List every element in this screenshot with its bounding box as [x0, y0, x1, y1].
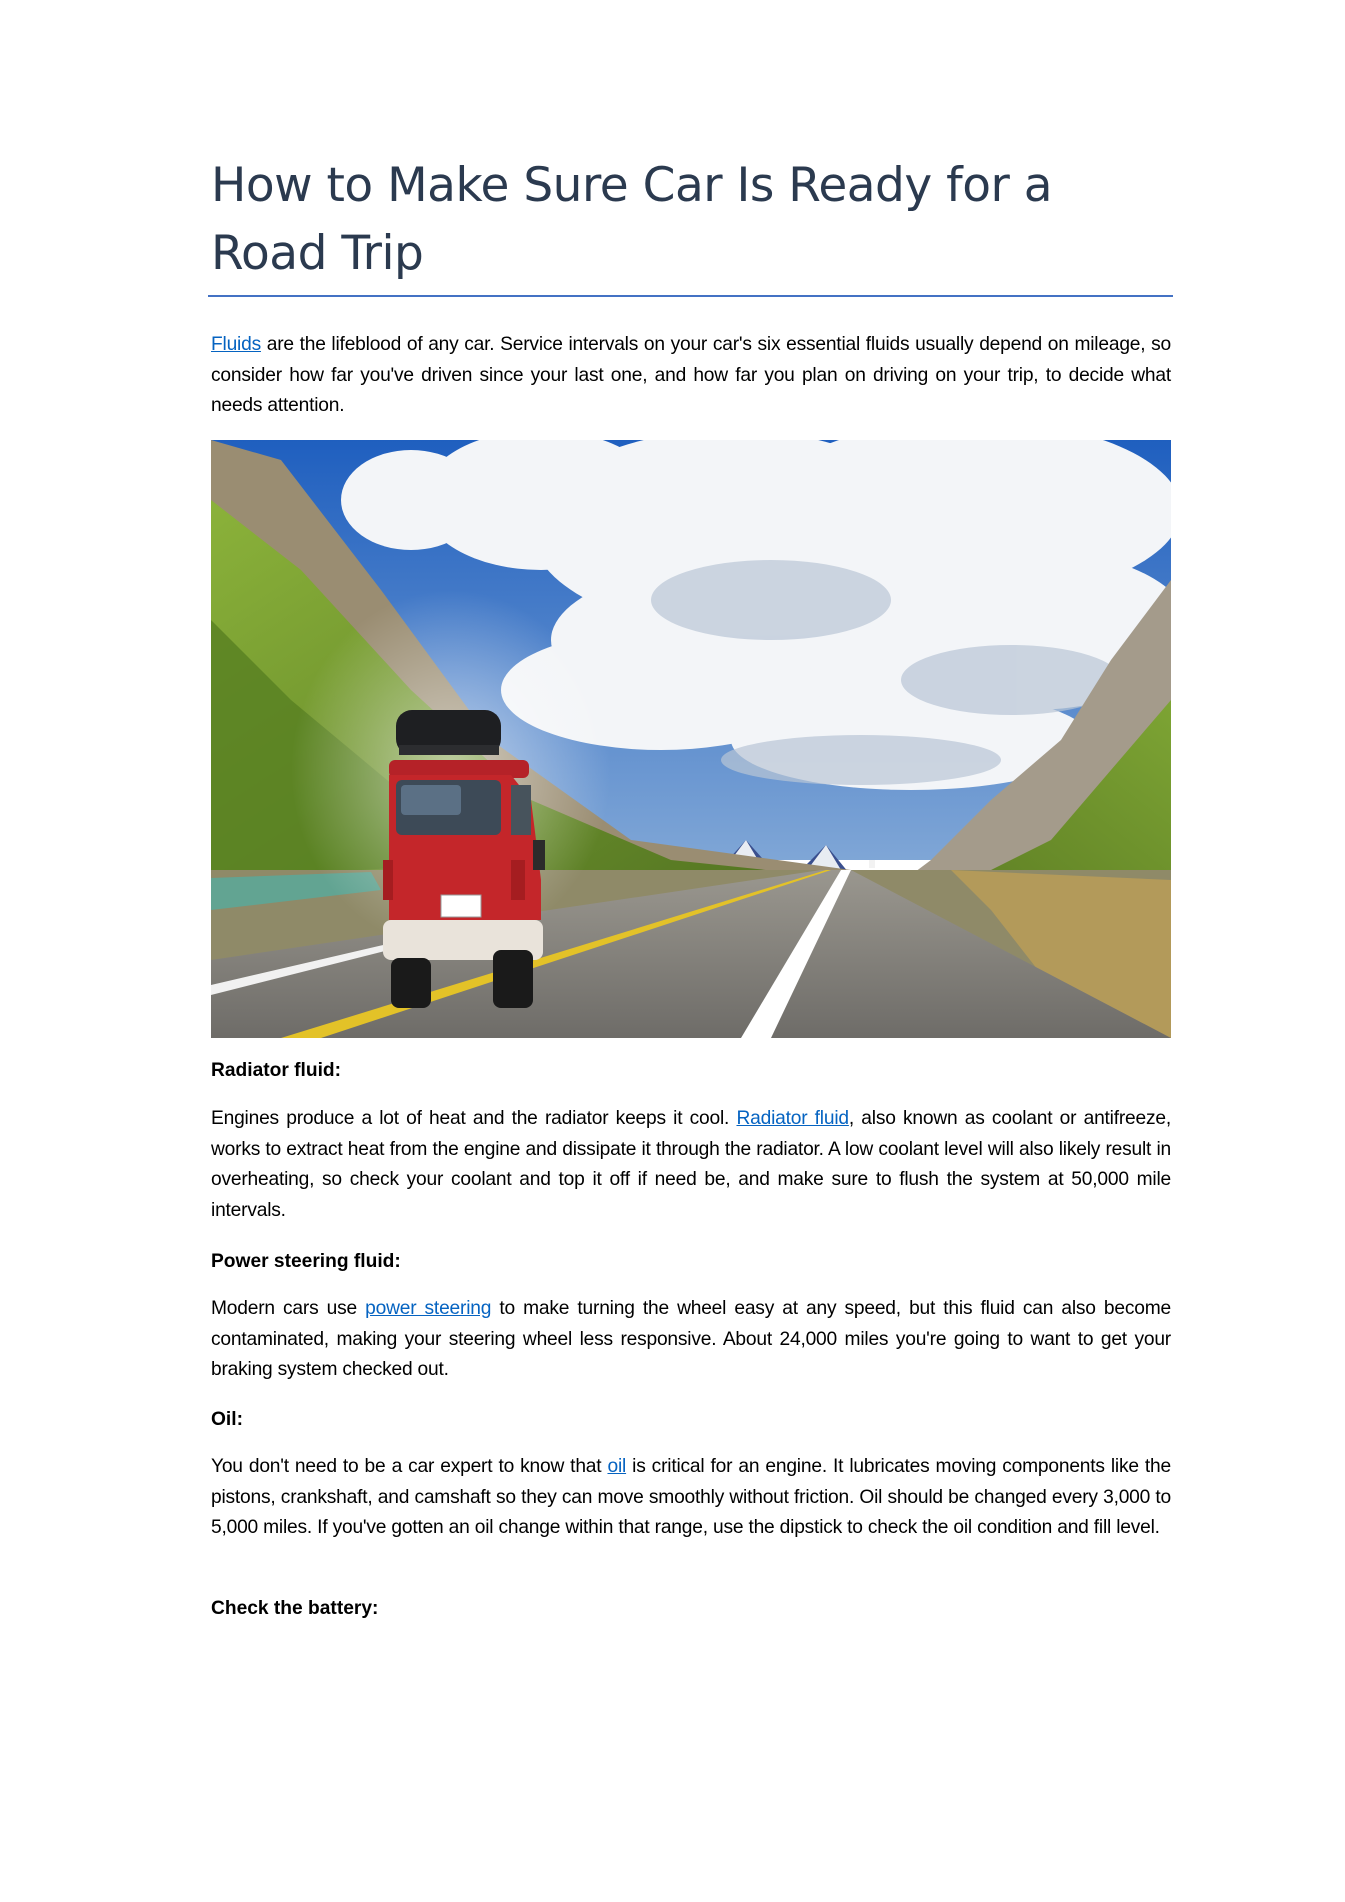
- section-heading-power-steering: Power steering fluid:: [211, 1251, 401, 1272]
- section-heading-battery: Check the battery:: [211, 1598, 379, 1619]
- power-steering-link[interactable]: power steering: [365, 1298, 492, 1319]
- section-heading-oil: Oil:: [211, 1409, 243, 1430]
- oil-link[interactable]: oil: [607, 1456, 627, 1477]
- radiator-fluid-link[interactable]: Radiator fluid: [736, 1108, 849, 1129]
- road-trip-image-icon: [211, 440, 1171, 1038]
- power-steering-text-after: to make turning the wheel easy at any speed, but this fluid can also become contaminated, making your steering wheel less responsive. About 24,000 miles you're going to want to get your braking system checked out.: [211, 1298, 1171, 1381]
- intro-text: are the lifeblood of any car. Service intervals on your car's six essential fluids usually depend on mileage, so consider how far you've driven since your last one, and how far you plan on driving on your trip, to decide what needs attention.: [211, 334, 1171, 417]
- radiator-text-before: Engines produce a lot of heat and the radiator keeps it cool.: [211, 1108, 737, 1129]
- radiator-text-after: , also known as coolant or antifreeze, works to extract heat from the engine and dissipate it through the radiator. A low coolant level will also likely result in overheating, so check your coolant and top it off if need be, and make sure to flush the system at 50,000 mile intervals.: [211, 1108, 1171, 1222]
- power-steering-text-before: Modern cars use: [211, 1298, 366, 1319]
- page-title: How to Make Sure Car Is Ready for a Road Trip: [211, 158, 1053, 281]
- intro-paragraph: [211, 330, 1171, 422]
- section-paragraph-power-steering: [211, 1294, 1171, 1386]
- road-trip-photo: [211, 440, 1171, 1038]
- title-divider: [208, 295, 1173, 297]
- section-paragraph-radiator: [211, 1104, 1171, 1227]
- oil-text-after: is critical for an engine. It lubricates moving components like the pistons, crankshaft, and camshaft so they can move smoothly without friction. Oil should be changed every 3,000 to 5,000 miles. If you've gotten an oil change within that range, use the dipstick to check the oil condition and fill level.: [211, 1456, 1172, 1539]
- oil-text-before: You don't need to be a car expert to know that: [211, 1456, 608, 1477]
- section-heading-radiator: Radiator fluid:: [211, 1060, 342, 1081]
- section-paragraph-oil: [211, 1452, 1171, 1544]
- fluids-link[interactable]: Fluids: [211, 334, 261, 355]
